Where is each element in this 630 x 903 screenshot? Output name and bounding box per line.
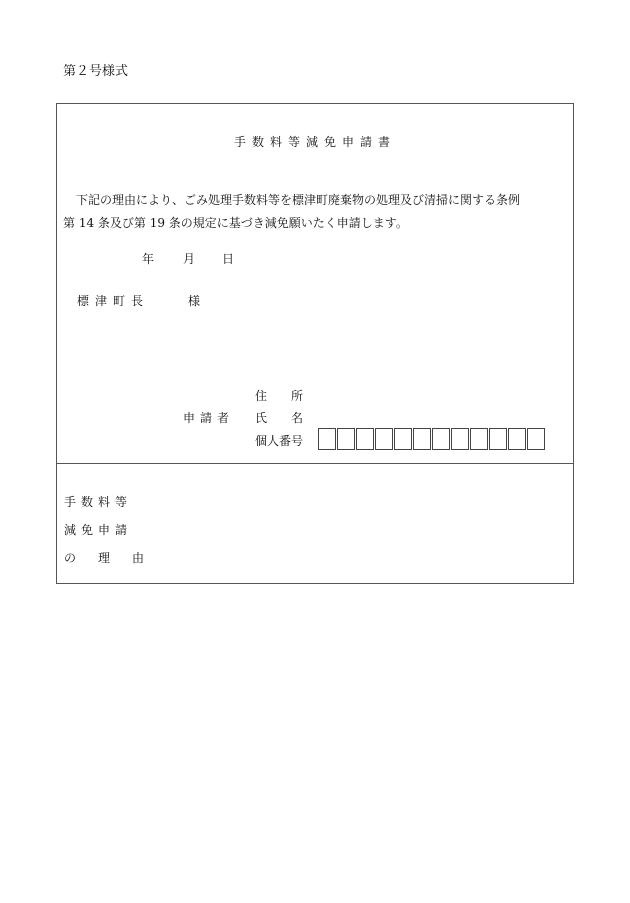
personal-number-digit-box[interactable] xyxy=(451,428,469,450)
date-month-label: 月 xyxy=(183,252,196,266)
personal-number-digit-box[interactable] xyxy=(356,428,374,450)
application-form-frame xyxy=(56,103,574,584)
personal-number-label: 個人番号 xyxy=(255,434,304,448)
reason-label xyxy=(64,488,149,572)
personal-number-digit-box[interactable] xyxy=(375,428,393,450)
form-number: 第２号様式 xyxy=(63,64,129,79)
personal-number-digit-box[interactable] xyxy=(337,428,355,450)
date-year-label: 年 xyxy=(142,252,155,266)
personal-number-digit-box[interactable] xyxy=(394,428,412,450)
statement-line-1: 下記の理由により、ごみ処理手数料等を標津町廃棄物の処理及び清掃に関する条例 xyxy=(76,193,521,207)
form-title: 手数料等減免申請書 xyxy=(233,135,396,149)
statement-line-2: 第 14 条及び第 19 条の規定に基づき減免願いたく申請します。 xyxy=(63,216,408,230)
name-label: 氏 名 xyxy=(255,411,304,425)
reason-label-line-2: 減免申請 xyxy=(64,523,133,537)
personal-number-digit-box[interactable] xyxy=(413,428,431,450)
reason-label-line-3: の 理 由 xyxy=(64,551,150,565)
application-section xyxy=(57,104,573,464)
personal-number-digit-box[interactable] xyxy=(489,428,507,450)
personal-number-digit-box[interactable] xyxy=(527,428,545,450)
personal-number-field[interactable] xyxy=(318,428,546,450)
personal-number-digit-box[interactable] xyxy=(318,428,336,450)
request-statement xyxy=(63,189,569,235)
date-day-label: 日 xyxy=(222,252,235,266)
reason-label-line-1: 手数料等 xyxy=(64,495,133,509)
honorific: 様 xyxy=(188,294,201,308)
addressee: 標津町長 xyxy=(77,294,150,308)
address-label: 住 所 xyxy=(255,389,304,403)
personal-number-digit-box[interactable] xyxy=(432,428,450,450)
personal-number-digit-box[interactable] xyxy=(470,428,488,450)
personal-number-digit-box[interactable] xyxy=(508,428,526,450)
applicant-label: 申請者 xyxy=(183,411,235,425)
